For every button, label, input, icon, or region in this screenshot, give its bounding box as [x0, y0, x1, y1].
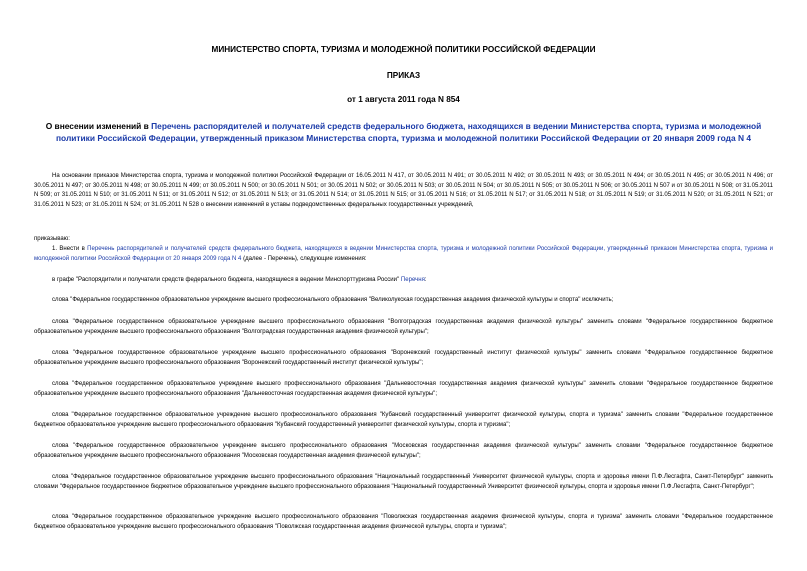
document-title: [34, 120, 773, 144]
item-1-text: [34, 245, 773, 264]
ministry-name: МИНИСТЕРСТВО СПОРТА, ТУРИЗМА И МОЛОДЕЖНОЙ ПОЛИТИКИ РОССИЙСКОЙ ФЕДЕРАЦИИ: [211, 45, 596, 54]
basis-paragraph: [34, 172, 773, 210]
change-text: слова "Федеральное государственное образовательное учреждение высшего профессионального образования "Поволжская государственная академия физической культуры, спорта и туризма" заменить словами "Федеральное государственное бюджетное образовательное учреждение высшего профессионального образования "Поволжская государственная академия физической культуры, спорта и туризма";: [34, 514, 773, 530]
order-word: приказываю:: [34, 236, 70, 242]
change-paragraph-1: [34, 296, 773, 306]
change-text: слова "Федеральное государственное образовательное учреждение высшего профессионального образования "Национальный государственный Университет физической культуры, спорта и здоровья имени П.Ф.Лесгафта, Санкт-Петербург" заменить словами "Федеральное государственное бюджетное образовательное учреждение высшего профессионального образования "Национальный государственный Университет физической культуры, спорта и здоровья имени П.Ф.Лесгафта, Санкт-Петербург";: [34, 474, 773, 490]
column-paragraph: [34, 276, 773, 286]
column-list-link[interactable]: Перечня: [400, 277, 425, 283]
basis-text: На основании приказов Министерства спорта, туризма и молодежной политики Российской Федерации от 16.05.2011 N 417, от 30.05.2011 N 491; от 30.05.2011 N 492; от 30.05.2011 N 493; от 30.05.2011 N 494; от 30.05.2011 N 495; от 30.05.2011 N 496; от 30.05.2011 N 497; от 30.05.2011 N 498; от 30.05.2011 N 499; от 30.05.2011 N 500; от 30.05.2011 N 501; от 30.05.2011 N 502; от 30.05.2011 N 503; от 30.05.2011 N 504; от 30.05.2011 N 505; от 30.05.2011 N 506; от 30.05.2011 N 507 и от 30.05.2011 N 508; от 31.05.2011 N 509; от 31.05.2011 N 510; от 31.05.2011 N 511; от 31.05.2011 N 512; от 31.05.2011 N 513; от 31.05.2011 N 514; от 31.05.2011 N 515; от 31.05.2011 N 516; от 31.05.2011 N 517; от 31.05.2011 N 518; от 31.05.2011 N 519; от 31.05.2011 N 520; от 31.05.2011 N 521; от 31.05.2011 N 523; от 31.05.2011 N 524; от 31.05.2011 N 528 о внесении изменений в уставы подведомственных федеральных государственных учреждений,: [34, 173, 773, 208]
change-text: слова "Федеральное государственное образовательное учреждение высшего профессионального образования "Кубанский государственный университет физической культуры, спорта и туризма" заменить словами "Федеральное государственное бюджетное образовательное учреждение высшего профессионального образования "Кубанский государственный университет физической культуры, спорта и туризма";: [34, 412, 773, 428]
title-list-link[interactable]: Перечень распорядителей и получателей средств федерального бюджета, находящихся в ведении Министерства спорта, туризма и молодежной политики Российской Федерации, утвержденный приказом Министерства спорта, туризма и молодежной политики Российской Федерации от 20 января 2009 года N 4: [56, 121, 762, 143]
item-1-suffix: (далее - Перечень), следующие изменения:: [241, 255, 367, 262]
change-paragraph-2: [34, 318, 773, 337]
change-paragraph-5: [34, 411, 773, 430]
change-text: слова "Федеральное государственное образовательное учреждение высшего профессионального образования "Великолукская государственная академия физической культуры и спорта" исключить;: [52, 297, 614, 303]
order-word-paragraph: [34, 235, 773, 245]
title-prefix: О внесении изменений в: [45, 121, 152, 131]
change-paragraph-8: [34, 513, 773, 532]
column-suffix: :: [424, 277, 427, 283]
document-date: от 1 августа 2011 года N 854: [347, 95, 460, 104]
item-1-paragraph: [34, 245, 773, 264]
change-text: слова "Федеральное государственное образовательное учреждение высшего профессионального образования "Дальневосточная государственная академия физической культуры" заменить словами "Федеральное государственное бюджетное образовательное учреждение высшего профессионального образования "Дальневосточная государственная академия физической культуры";: [34, 381, 773, 397]
change-text: слова "Федеральное государственное образовательное учреждение высшего профессионального образования "Московская государственная академия физической культуры" заменить словами "Федеральное государственное бюджетное образовательное учреждение высшего профессионального образования "Московская государственная академия физической культуры";: [34, 443, 773, 459]
change-text: слова "Федеральное государственное образовательное учреждение высшего профессионального образования "Волгоградская государственная академия физической культуры" заменить словами "Федеральное государственное бюджетное образовательное учреждение высшего профессионального образования "Волгоградская государственная академия физической культуры";: [34, 319, 773, 335]
change-text: слова "Федеральное государственное образовательное учреждение высшего профессионального образования "Воронежский государственный институт физической культуры" заменить словами "Федеральное государственное бюджетное образовательное учреждение высшего профессионального образования "Воронежский государственный институт физической культуры";: [34, 350, 773, 366]
document-type: ПРИКАЗ: [386, 71, 421, 80]
item-1-prefix: 1. Внести в: [52, 246, 88, 252]
change-paragraph-7: [34, 473, 773, 492]
change-paragraph-6: [34, 442, 773, 461]
change-paragraph-4: [34, 380, 773, 399]
change-paragraph-3: [34, 349, 773, 368]
column-text: [34, 276, 773, 286]
column-prefix: в графе "Распорядители и получатели средств федерального бюджета, находящиеся в ведении Минспорттуризма России": [52, 277, 401, 283]
item-1-list-link[interactable]: Перечень распорядителей и получателей средств федерального бюджета, находящихся в ведении Министерства спорта, туризма и молодежной политики Российской Федерации, утвержденный приказом Министерства спорта, туризма и молодежной политики Российской Федерации от 20 января 2009 года N 4: [34, 246, 774, 262]
